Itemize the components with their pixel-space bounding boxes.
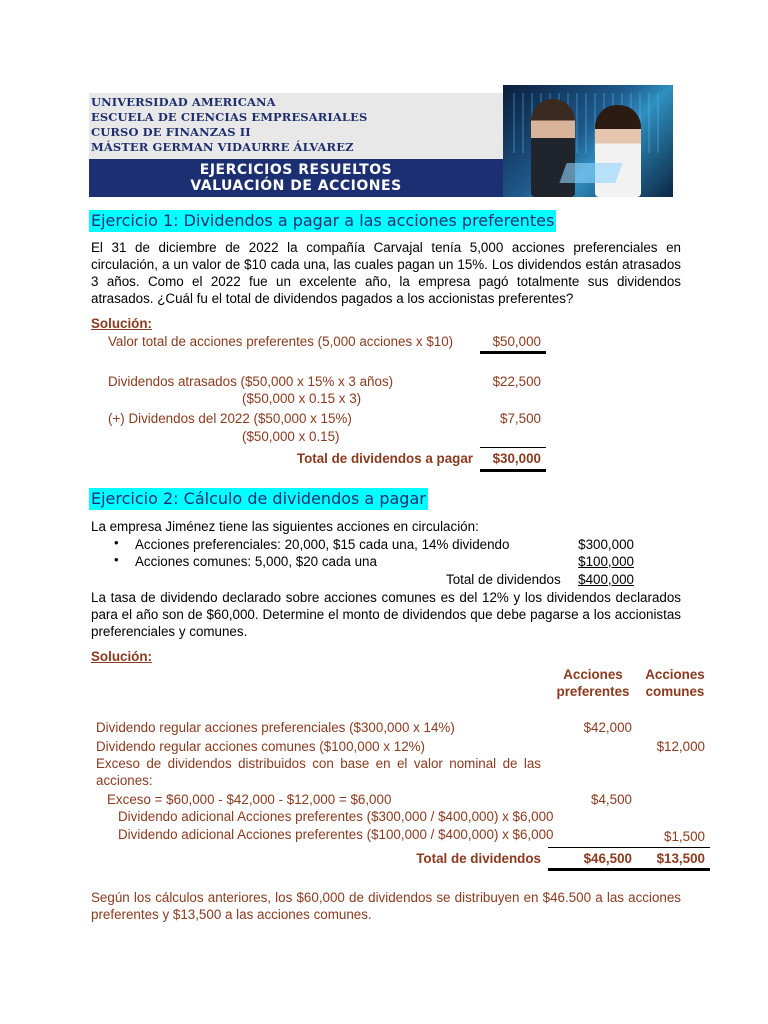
title-banner [89, 159, 503, 197]
ex2-bullet-value: $100,000 [578, 554, 634, 569]
ex2-row-pref: $4,500 [591, 792, 632, 807]
ex1-row-value: $22,500 [492, 374, 541, 389]
ex1-total-bottom-rule [480, 469, 546, 472]
ex2-bullet-value: $300,000 [578, 537, 634, 552]
col-header-preferentes [548, 666, 638, 700]
ex1-row-label: Valor total de acciones preferentes (5,000 acciones x $10) [108, 334, 454, 349]
university-name: UNIVERSIDAD AMERICANA [91, 95, 276, 109]
photo-tablet [559, 163, 622, 183]
ex2-row-label: Dividendo adicional Acciones preferentes ($300,000 / $400,000) x $6,000 [118, 809, 554, 824]
banner-line-2: VALUACIÓN DE ACCIONES [190, 178, 402, 194]
document-header [89, 93, 503, 197]
ex2-row-label: Dividendo regular acciones preferenciales ($300,000 x 14%) [96, 720, 455, 735]
school-name: ESCUELA DE CIENCIAS EMPRESARIALES [91, 110, 368, 124]
ex2-row-label: Dividendo regular acciones comunes ($100,000 x 12%) [96, 739, 426, 754]
col-header-line: Acciones [563, 667, 623, 682]
ex2-bullet-label: Acciones comunes: 5,000, $20 cada una [135, 554, 377, 569]
ex2-total-shares-value: $400,000 [578, 572, 634, 587]
ex1-row-value: $7,500 [500, 411, 541, 426]
ex1-total-value: $30,000 [492, 451, 541, 466]
ex1-row-label: (+) Dividendos del 2022 ($50,000 x 15%) [108, 411, 352, 426]
course-name: CURSO DE FINANZAS II [91, 125, 251, 139]
ex1-total-label: Total de dividendos a pagar [296, 451, 473, 466]
ex1-row-formula: ($50,000 x 0.15) [242, 429, 340, 444]
ex1-row-value: $50,000 [492, 334, 541, 349]
exercise-2-title: Ejercicio 2: Cálculo de dividendos a pagar [91, 489, 426, 508]
col-header-line: Acciones [645, 667, 705, 682]
exercise-2-intro: La empresa Jiménez tiene las siguientes acciones en circulación: [91, 519, 479, 534]
ex2-row-label: Dividendo adicional Acciones preferentes ($100,000 / $400,000) x $6,000 [118, 827, 554, 842]
bullet-dot: • [114, 552, 119, 567]
col-header-line: comunes [645, 684, 705, 699]
ex1-total-top-rule [480, 447, 546, 448]
header-photo [503, 85, 673, 197]
ex2-total-top-rule [548, 847, 710, 848]
ex1-total-rule [480, 351, 546, 354]
professor-name: MÁSTER GERMAN VIDAURRE ÁLVAREZ [91, 140, 354, 154]
ex2-total-bottom-rule [548, 868, 710, 871]
exercise-2-text: La tasa de dividendo declarado sobre acciones comunes es del 12% y los dividendos declarados para el año son de $60,000. Determine el monto de dividendos que debe pagarse a los accionistas preferenciales y comunes. [91, 590, 681, 639]
col-header-comunes [640, 666, 710, 700]
ex2-total-label: Total de dividendos [416, 851, 541, 866]
bullet-dot: • [114, 535, 119, 550]
ex2-bullet-label: Acciones preferenciales: 20,000, $15 cada una, 14% dividendo [135, 537, 510, 552]
institution-lines [89, 93, 503, 159]
exercise-1-text: El 31 de diciembre de 2022 la compañía Carvajal tenía 5,000 acciones preferenciales en circulación, a un valor de $10 cada una, las cuales pagan un 15%. Los dividendos están atrasados 3 años. Como el 2022 fue un excelente año, la empresa pagó totalmente sus dividendos atrasados. ¿Cuál fu el total de dividendos pagados a los accionistas preferentes? [91, 240, 681, 306]
ex2-total-shares-label: Total de dividendos [446, 572, 561, 587]
ex1-row-label: Dividendos atrasados ($50,000 x 15% x 3 años) [108, 374, 394, 389]
ex2-row-label: Exceso = $60,000 - $42,000 - $12,000 = $6,000 [107, 792, 392, 807]
col-header-line: preferentes [556, 684, 630, 699]
ex2-row-com: $12,000 [656, 739, 705, 754]
exercise-2-conclusion: Según los cálculos anteriores, los $60,000 de dividendos se distribuyen en $46.500 a las acciones preferentes y $13,500 a las acciones comunes. [91, 890, 681, 922]
ex2-row-label: Exceso de dividendos distribuidos con base en el valor nominal de las acciones: [96, 756, 541, 788]
exercise-2-solution-label: Solución: [91, 649, 152, 664]
ex2-total-com: $13,500 [656, 851, 705, 866]
photo-person-woman [595, 105, 641, 197]
ex2-row-com: $1,500 [664, 829, 705, 844]
exercise-1-title: Ejercicio 1: Dividendos a pagar a las acciones preferentes [91, 211, 555, 230]
banner-line-1: EJERCICIOS RESUELTOS [199, 162, 393, 178]
ex1-row-formula: ($50,000 x 0.15 x 3) [242, 391, 362, 406]
ex2-total-pref: $46,500 [583, 851, 632, 866]
ex2-row-pref: $42,000 [583, 720, 632, 735]
exercise-1-solution-label: Solución: [91, 316, 152, 331]
